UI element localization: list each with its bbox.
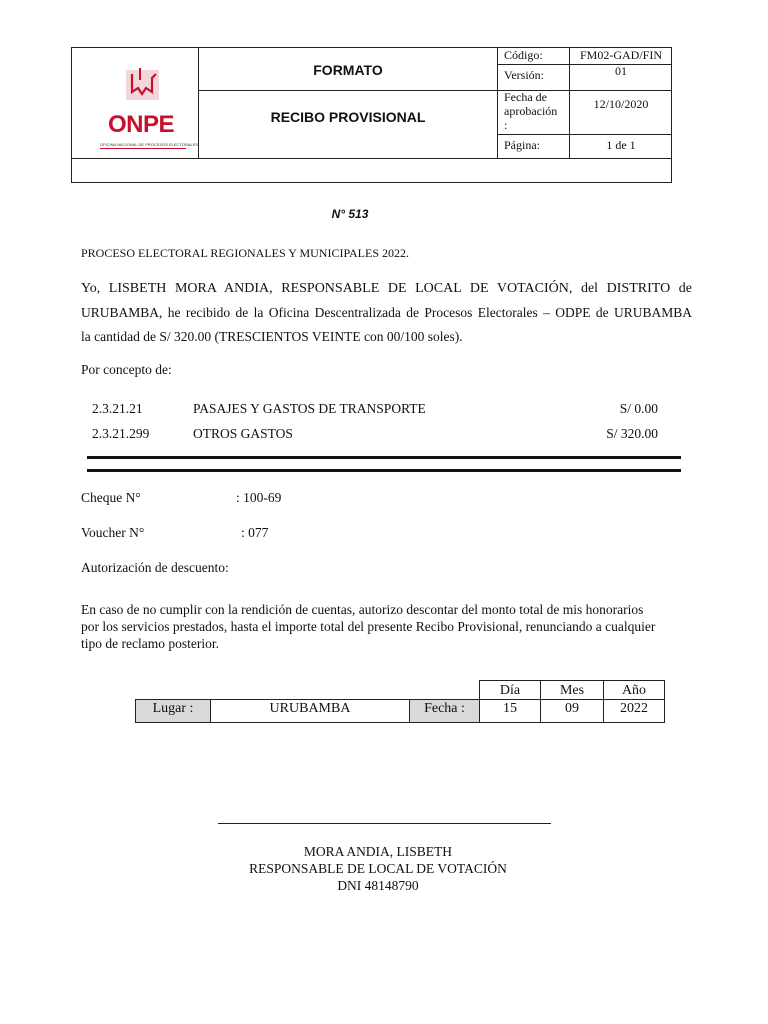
declaration-line-2: URUBAMBA, he recibido de la Oficina Descentralizada de Procesos Electorales – ODPE de URUBAMBA <box>81 305 692 320</box>
declaration-line-3: la cantidad de S/ 320.00 (TRESCIENTOS VEINTE con 00/100 soles). <box>81 329 463 344</box>
authorization-label: Autorización de descuento: <box>81 560 229 575</box>
fecha-label-1: Fecha de <box>504 90 547 104</box>
dia-value: 15 <box>479 699 541 723</box>
receipt-title: RECIBO PROVISIONAL <box>270 109 426 125</box>
item-description: PASAJES Y GASTOS DE TRANSPORTE <box>193 401 426 416</box>
divider <box>87 456 681 459</box>
clause-line: En caso de no cumplir con la rendición de cuentas, autorizo descontar del monto total de mis honorarios <box>81 602 644 617</box>
mes-value: 09 <box>540 699 604 723</box>
format-title: FORMATO <box>313 62 383 78</box>
logo-wordmark: ONPE <box>108 111 175 138</box>
fecha-label-2: aprobación <box>504 104 558 118</box>
fecha-value: 12/10/2020 <box>593 97 649 111</box>
item-amount: S/ 0.00 <box>619 401 658 416</box>
divider <box>87 469 681 472</box>
item-description: OTROS GASTOS <box>193 426 293 441</box>
mes-header: Mes <box>540 680 604 700</box>
item-code: 2.3.21.21 <box>92 401 143 416</box>
ballot-box-icon <box>96 64 190 112</box>
signer-role: RESPONSABLE DE LOCAL DE VOTACIÓN <box>249 861 507 876</box>
codigo-label: Código: <box>504 48 543 62</box>
declaration-line-1: Yo, LISBETH MORA ANDIA, RESPONSABLE DE LOCAL DE VOTACIÓN, del DISTRITO de <box>81 281 692 296</box>
onpe-logo <box>96 64 199 147</box>
document-header <box>71 47 672 183</box>
item-code: 2.3.21.299 <box>92 426 150 441</box>
lugar-value: URUBAMBA <box>210 699 410 723</box>
voucher-value: : 077 <box>241 525 269 540</box>
signer-dni: DNI 48148790 <box>337 878 419 893</box>
process-name: PROCESO ELECTORAL REGIONALES Y MUNICIPALES 2022. <box>81 246 410 260</box>
dia-header: Día <box>479 680 541 700</box>
clause-line: por los servicios prestados, hasta el importe total del presente Recibo Provisional, renunciando a cualquier <box>81 619 656 634</box>
voucher-label: Voucher N° <box>81 525 145 540</box>
codigo-value: FM02-GAD/FIN <box>579 48 662 62</box>
version-value: 01 <box>615 64 627 78</box>
signer-name: MORA ANDIA, LISBETH <box>303 844 453 859</box>
fecha-label-3: : <box>504 118 508 132</box>
concept-label: Por concepto de: <box>81 362 172 377</box>
logo-subtitle: OFICINA NACIONAL DE PROCESOS ELECTORALES <box>100 142 199 147</box>
pagina-label: Página: <box>504 138 540 152</box>
cheque-value: : 100-69 <box>236 490 282 505</box>
pagina-value: 1 de 1 <box>606 138 636 152</box>
clause-text <box>81 601 691 652</box>
anio-value: 2022 <box>603 699 665 723</box>
signature-block <box>200 843 556 894</box>
version-label: Versión: <box>504 68 544 82</box>
receipt-number: N° 513 <box>331 207 369 221</box>
fecha-label: Fecha : <box>409 699 480 723</box>
signature-line <box>218 823 551 824</box>
item-amount: S/ 320.00 <box>606 426 658 441</box>
anio-header: Año <box>603 680 665 700</box>
cheque-label: Cheque N° <box>81 490 141 505</box>
clause-line: tipo de reclamo posterior. <box>81 636 219 651</box>
lugar-label: Lugar : <box>135 699 211 723</box>
